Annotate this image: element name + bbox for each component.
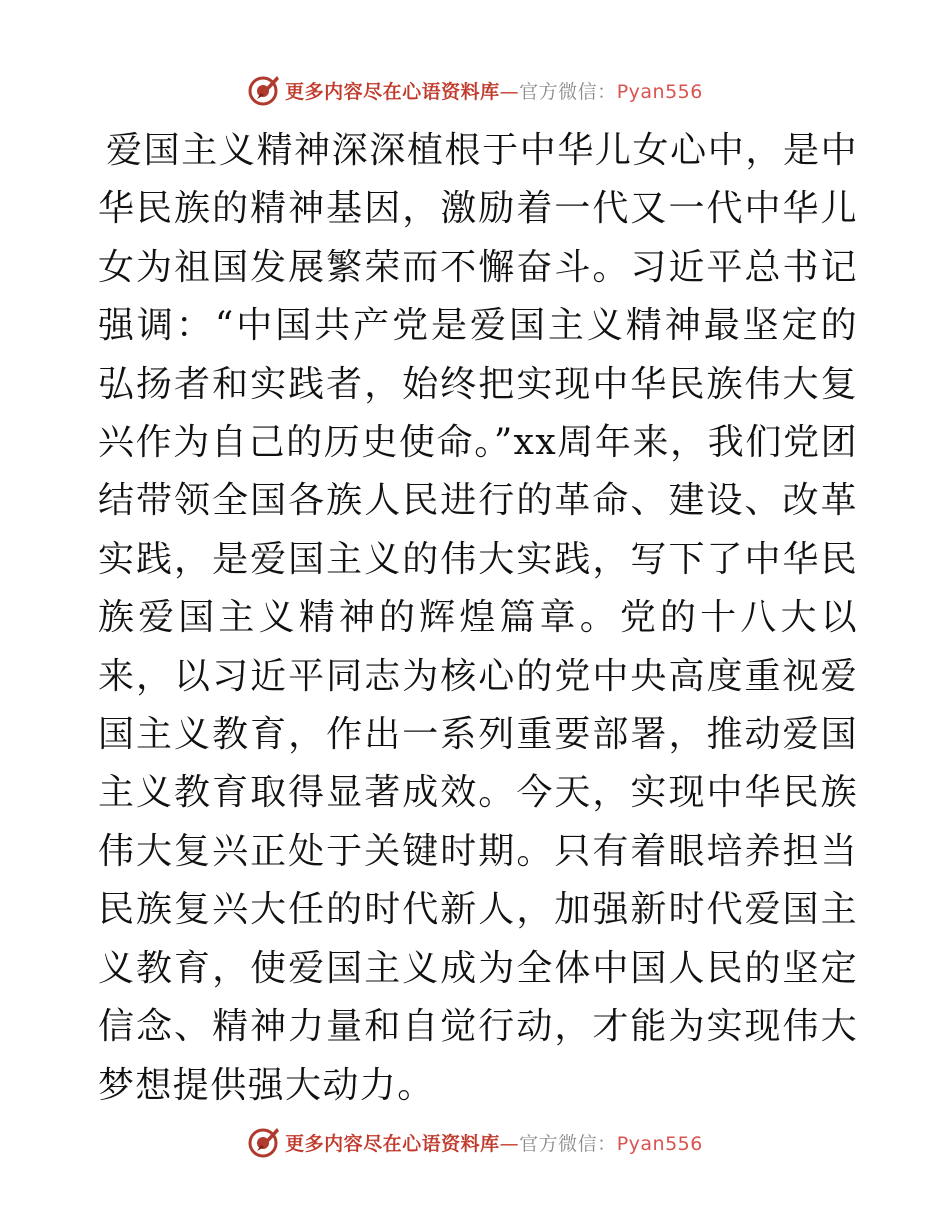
header-banner-text	[285, 77, 703, 104]
footer-main-text: 更多内容尽在心语资料库	[285, 1132, 500, 1155]
footer-banner-text	[285, 1129, 703, 1156]
header-label: 官方微信：	[519, 80, 617, 103]
footer-banner	[0, 1122, 950, 1162]
header-main-text: 更多内容尽在心语资料库	[285, 80, 500, 103]
header-dash: —	[499, 80, 520, 103]
footer-label: 官方微信：	[519, 1132, 617, 1155]
quill-seal-icon	[247, 1125, 281, 1159]
footer-wechat-id: Pyan556	[616, 1132, 703, 1155]
header-wechat-id: Pyan556	[616, 80, 703, 103]
header-banner	[0, 70, 950, 110]
article-paragraph: 爱国主义精神深深植根于中华儿女心中，是中华民族的精神基因，激励着一代又一代中华儿女为祖国发展繁荣而不懈奋斗。习近平总书记强调：“中国共产党是爱国主义精神最坚定的弘扬者和实践者，始终把实现中华民族伟大复兴作为自己的历史使命。”xx周年来，我们党团结带领全国各族人民进行的革命、建设、改革实践，是爱国主义的伟大实践，写下了中华民族爱国主义精神的辉煌篇章。党的十八大以来，以习近平同志为核心的党中央高度重视爱国主义教育，作出一系列重要部署，推动爱国主义教育取得显著成效。今天，实现中华民族伟大复兴正处于关键时期。只有着眼培养担当民族复兴大任的时代新人，加强新时代爱国主义教育，使爱国主义成为全体中国人民的坚定信念、精神力量和自觉行动，才能为实现伟大梦想提供强大动力。	[98, 130, 858, 1106]
quill-seal-icon	[247, 73, 281, 107]
footer-dash: —	[499, 1132, 520, 1155]
